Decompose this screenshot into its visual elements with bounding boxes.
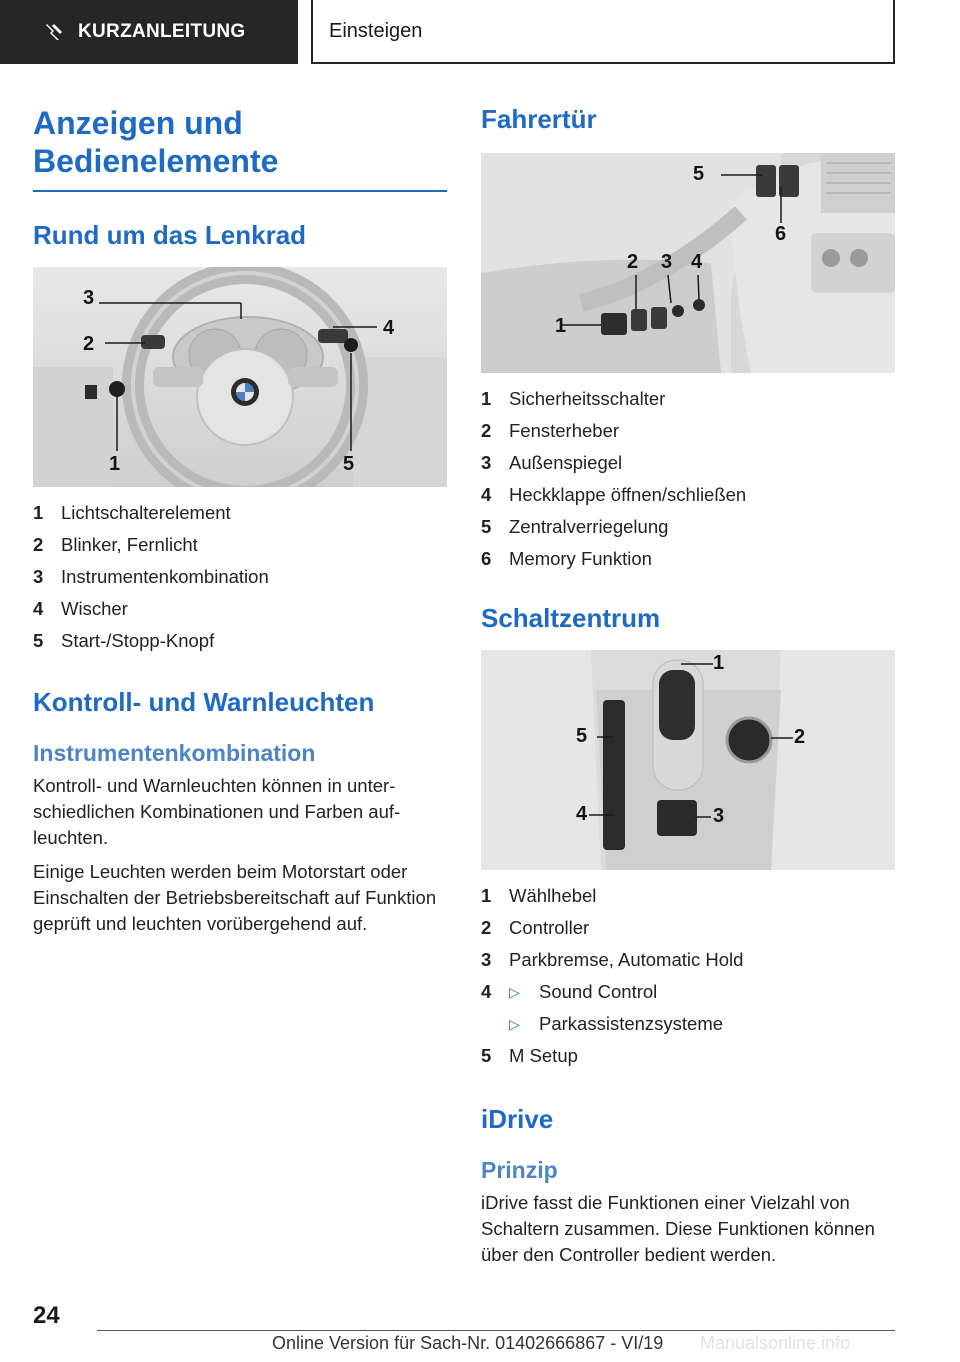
door-callout-5: 5 xyxy=(693,163,705,185)
page-title-line2: Bedienelemente xyxy=(33,143,279,179)
list-item: 5 Start-/Stopp-Knopf xyxy=(33,630,215,651)
section-label: KURZANLEITUNG xyxy=(78,21,246,42)
center-callout-2: 2 xyxy=(794,726,806,748)
steering-legend xyxy=(33,497,447,657)
steering-callout-2: 2 xyxy=(83,333,95,355)
page-title xyxy=(33,104,447,180)
center-callout-1: 1 xyxy=(713,652,725,674)
triangle-bullet-icon: ▷ xyxy=(509,984,520,1000)
door-callout-3: 3 xyxy=(661,251,673,273)
list-item: 5 M Setup xyxy=(481,1045,578,1066)
warning-paragraph-1: Kontroll- und Warnleuchten können in unterschiedlichen Kombinationen und Farben aufleuchten. xyxy=(33,775,401,848)
steering-callout-1: 1 xyxy=(109,453,121,475)
steering-wheel-figure xyxy=(33,267,447,487)
right-column xyxy=(481,96,895,1268)
list-item: 3 Außenspiegel xyxy=(481,452,623,473)
center-heading: Schaltzentrum xyxy=(481,603,661,633)
warning-heading: Kontroll- und Warnleuchten xyxy=(33,687,375,717)
door-callout-4: 4 xyxy=(691,251,703,273)
page-number: 24 xyxy=(33,1302,60,1329)
idrive-heading: iDrive xyxy=(481,1104,554,1134)
center-legend xyxy=(481,880,895,1072)
warning-paragraph-2: Einige Leuchten werden beim Motorstart oder Einschalten der Betriebsbereitschaft auf Funktion geprüft und leuchten vorübergehend auf. xyxy=(33,861,437,934)
section-header xyxy=(0,0,298,64)
list-item: 3 Parkbremse, Automatic Hold xyxy=(481,949,744,970)
door-legend xyxy=(481,383,895,575)
title-divider xyxy=(33,190,447,192)
list-item: 3 Instrumentenkombination xyxy=(33,566,269,587)
idrive-paragraph: iDrive fasst die Funktionen einer Vielzahl von Schaltern zusammen. Diese Funktionen können über den Controller bedient werden. xyxy=(481,1192,875,1265)
list-item: 1 Lichtschalterelement xyxy=(33,502,231,523)
footer-divider xyxy=(97,1330,895,1331)
chapter-tab-label: Einsteigen xyxy=(329,19,423,42)
watermark: Manualsonline.info xyxy=(700,1333,851,1353)
list-item: 4 ▷ Sound Control xyxy=(481,976,895,1008)
door-callout-2: 2 xyxy=(627,251,639,273)
footer-online-version: Online Version für Sach-Nr. 01402666867 - VI/19 xyxy=(272,1333,664,1353)
warning-subheading: Instrumentenkombination xyxy=(33,740,316,766)
list-item: 6 Memory Funktion xyxy=(481,548,652,569)
list-item: 2 Fensterheber xyxy=(481,420,620,441)
steering-callout-5: 5 xyxy=(343,453,355,475)
list-item: 4 Heckklappe öffnen/schließen xyxy=(481,484,747,505)
steering-callout-3: 3 xyxy=(83,287,95,309)
center-callout-5: 5 xyxy=(576,725,588,747)
center-console-illustration xyxy=(481,650,895,870)
door-callout-1: 1 xyxy=(555,315,567,337)
idrive-subheading: Prinzip xyxy=(481,1157,558,1183)
quick-guide-icon xyxy=(44,22,64,42)
page-title-line1: Anzeigen und xyxy=(33,105,243,141)
list-item: 2 Blinker, Fernlicht xyxy=(33,534,198,555)
left-column xyxy=(33,96,447,937)
steering-wheel-illustration xyxy=(33,267,447,487)
driver-door-illustration xyxy=(481,153,895,373)
door-heading: Fahrertür xyxy=(481,104,597,134)
center-console-figure xyxy=(481,650,895,870)
list-item: 4 Wischer xyxy=(33,598,128,619)
driver-door-figure xyxy=(481,153,895,373)
chapter-tab[interactable] xyxy=(311,0,895,64)
door-callout-6: 6 xyxy=(775,223,787,245)
center-callout-4: 4 xyxy=(576,803,588,825)
triangle-bullet-icon: ▷ xyxy=(509,1016,520,1032)
steering-callout-4: 4 xyxy=(383,317,395,339)
list-item: 1 Wählhebel xyxy=(481,885,597,906)
list-item: 1 Sicherheitsschalter xyxy=(481,388,666,409)
steering-heading: Rund um das Lenkrad xyxy=(33,220,307,250)
list-item: 2 Controller xyxy=(481,917,590,938)
center-callout-3: 3 xyxy=(713,805,725,827)
list-item: ▷ Parkassistenzsysteme xyxy=(481,1008,895,1040)
list-item: 5 Zentralverriegelung xyxy=(481,516,669,537)
